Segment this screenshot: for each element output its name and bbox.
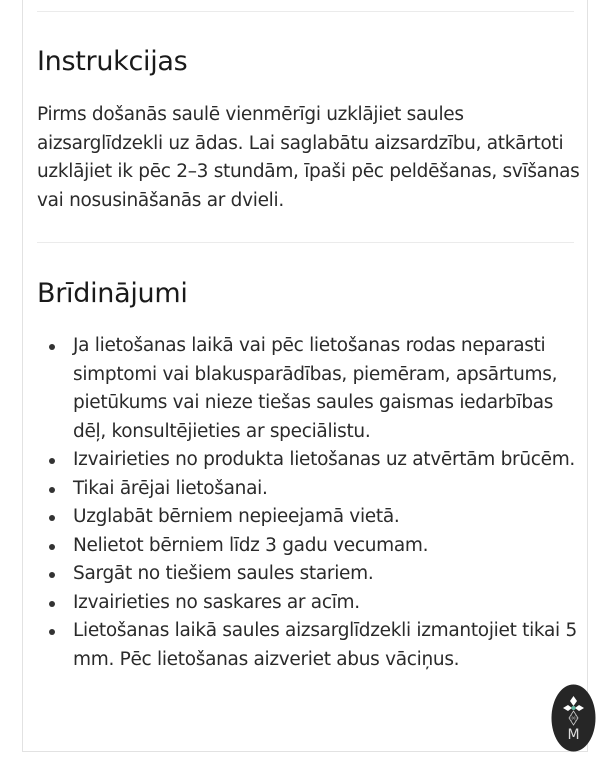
brand-logo-icon[interactable] [551, 684, 596, 752]
list-item: Izvairieties no produkta lietošanas uz atvērtām brūcēm. [37, 446, 582, 475]
list-item: Uzglabāt bērniem nepieejamā vietā. [37, 503, 582, 532]
list-item: Sargāt no tiešiem saules stariem. [37, 560, 582, 589]
instructions-heading: Instrukcijas [37, 46, 188, 77]
divider [37, 11, 574, 12]
list-item: Izvairieties no saskares ar acīm. [37, 589, 582, 618]
warnings-list [37, 332, 582, 674]
logo-letter: M [567, 727, 580, 743]
warnings-heading: Brīdinājumi [37, 278, 188, 309]
list-item: Ja lietošanas laikā vai pēc lietošanas rodas neparasti simptomi vai blakusparādības, piemēram, apsārtums, pietūkums vai nieze tiešas saules gaismas iedarbības dēļ, konsultējieties ar speciālistu. [37, 332, 582, 446]
list-item: Nelietot bērniem līdz 3 gadu vecumam. [37, 532, 582, 561]
instructions-text: Pirms došanās saulē vienmērīgi uzklājiet saules aizsarglīdzekli uz ādas. Lai saglabātu aizsardzību, atkārtoti uzklājiet ik pēc 2–3 stundām, īpaši pēc peldēšanas, svīšanas vai nosusināšanās ar dvieli. [37, 104, 580, 211]
divider [37, 242, 574, 243]
list-item: Tikai ārējai lietošanai. [37, 475, 582, 504]
list-item: Lietošanas laikā saules aizsarglīdzekli izmantojiet tikai 5 mm. Pēc lietošanas aizveriet abus vāciņus. [37, 617, 582, 674]
